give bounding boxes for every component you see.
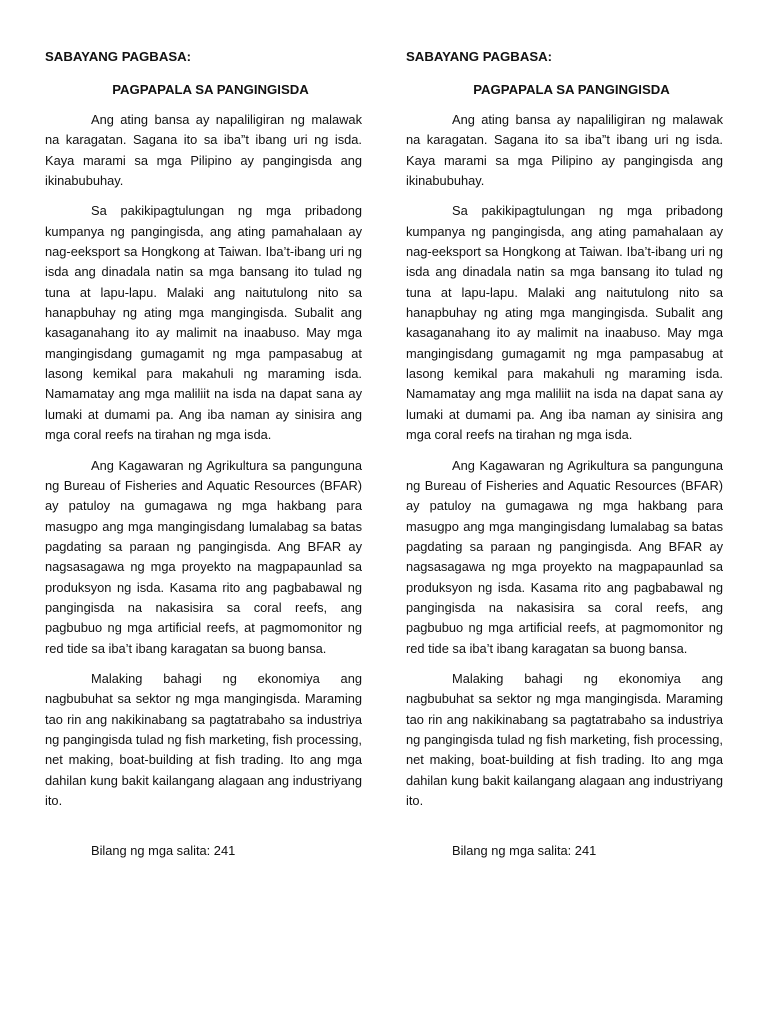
paragraph-3: Ang Kagawaran ng Agrikultura sa pangunguna ng Bureau of Fisheries and Aquatic Resources (BFAR) ay patuloy na gumagawa ng mga hakbang para masugpo ang mga mangingisdang lumalabag sa batas pagdating sa paraan ng pangingisda. Ang BFAR ay nagsasagawa ng mga proyekto na magpapaunlad sa produksyon ng isda. Kasama rito ang pagbabawal ng pangingisda na nakasisira sa coral reefs, ang pagbubuo ng mga artificial reefs, at pagmomonitor ng red tide sa iba’t ibang karagatan sa buong bansa.: [45, 457, 362, 656]
word-count: Bilang ng mga salita: 241: [91, 843, 236, 859]
paragraph-4: Malaking bahagi ng ekonomiya ang nagbubuhat sa sektor ng mga mangingisda. Maraming tao rin ang nakikinabang sa pagtatrabaho sa industriya ng pangingisda tulad ng fish marketing, fish processing, net making, boat-building at fish trading. Ito ang mga dahilan kung bakit kailangang alagaan ang industriyang ito.: [406, 670, 723, 808]
heading: SABAYANG PAGBASA:: [406, 49, 553, 64]
paragraph-2: Sa pakikipagtulungan ng mga pribadong kumpanya ng pangingisda, ang ating pamahalaan ay nag-eeksport sa Hongkong at Taiwan. Iba’t-ibang uri ng isda ang dinadala natin sa mga bansang ito tulad ng tuna at lapu-lapu. Malaki ang naitutulong nito sa hanapbuhay ng ating mga mangingisda. Subalit ang kasaganahang ito ay malimit na inaabuso. May mga mangingisdang gumagamit ng mga pampasabug at lasong kemikal para makahuli ng maraming isda. Namamatay ang mga maliliit na isda na dapat sana ay lumaki at dumami pa. Ang iba naman ay sinisira ang mga coral reefs na tirahan ng mga isda.: [406, 203, 723, 443]
page-title: PAGPAPALA SA PANGINGISDA: [112, 82, 309, 97]
paragraph-2: Sa pakikipagtulungan ng mga pribadong kumpanya ng pangingisda, ang ating pamahalaan ay nag-eeksport sa Hongkong at Taiwan. Iba’t-ibang uri ng isda ang dinadala natin sa mga bansang ito tulad ng tuna at lapu-lapu. Malaki ang naitutulong nito sa hanapbuhay ng ating mga mangingisda. Subalit ang kasaganahang ito ay malimit na inaabuso. May mga mangingisdang gumagamit ng mga pampasabug at lasong kemikal para makahuli ng maraming isda. Namamatay ang mga maliliit na isda na dapat sana ay lumaki at dumami pa. Ang iba naman ay sinisira ang mga coral reefs na tirahan ng mga isda.: [45, 203, 362, 443]
word-count: Bilang ng mga salita: 241: [452, 843, 597, 859]
page-title: PAGPAPALA SA PANGINGISDA: [473, 82, 670, 97]
right-column: [406, 47, 723, 861]
left-column: [45, 47, 362, 861]
heading: SABAYANG PAGBASA:: [45, 49, 192, 64]
paragraph-3: Ang Kagawaran ng Agrikultura sa pangunguna ng Bureau of Fisheries and Aquatic Resources (BFAR) ay patuloy na gumagawa ng mga hakbang para masugpo ang mga mangingisdang lumalabag sa batas pagdating sa paraan ng pangingisda. Ang BFAR ay nagsasagawa ng mga proyekto na magpapaunlad sa produksyon ng isda. Kasama rito ang pagbabawal ng pangingisda na nakasisira sa coral reefs, ang pagbubuo ng mga artificial reefs, at pagmomonitor ng red tide sa iba’t ibang karagatan sa buong bansa.: [406, 457, 723, 656]
paragraph-1: Ang ating bansa ay napaliligiran ng malawak na karagatan. Sagana ito sa iba”t ibang uri ng isda. Kaya marami sa mga Pilipino ay pangingisda ang ikinabubuhay.: [406, 112, 723, 189]
paragraph-1: Ang ating bansa ay napaliligiran ng malawak na karagatan. Sagana ito sa iba”t ibang uri ng isda. Kaya marami sa mga Pilipino ay pangingisda ang ikinabubuhay.: [45, 112, 362, 189]
paragraph-4: Malaking bahagi ng ekonomiya ang nagbubuhat sa sektor ng mga mangingisda. Maraming tao rin ang nakikinabang sa pagtatrabaho sa industriya ng pangingisda tulad ng fish marketing, fish processing, net making, boat-building at fish trading. Ito ang mga dahilan kung bakit kailangang alagaan ang industriyang ito.: [45, 670, 362, 808]
